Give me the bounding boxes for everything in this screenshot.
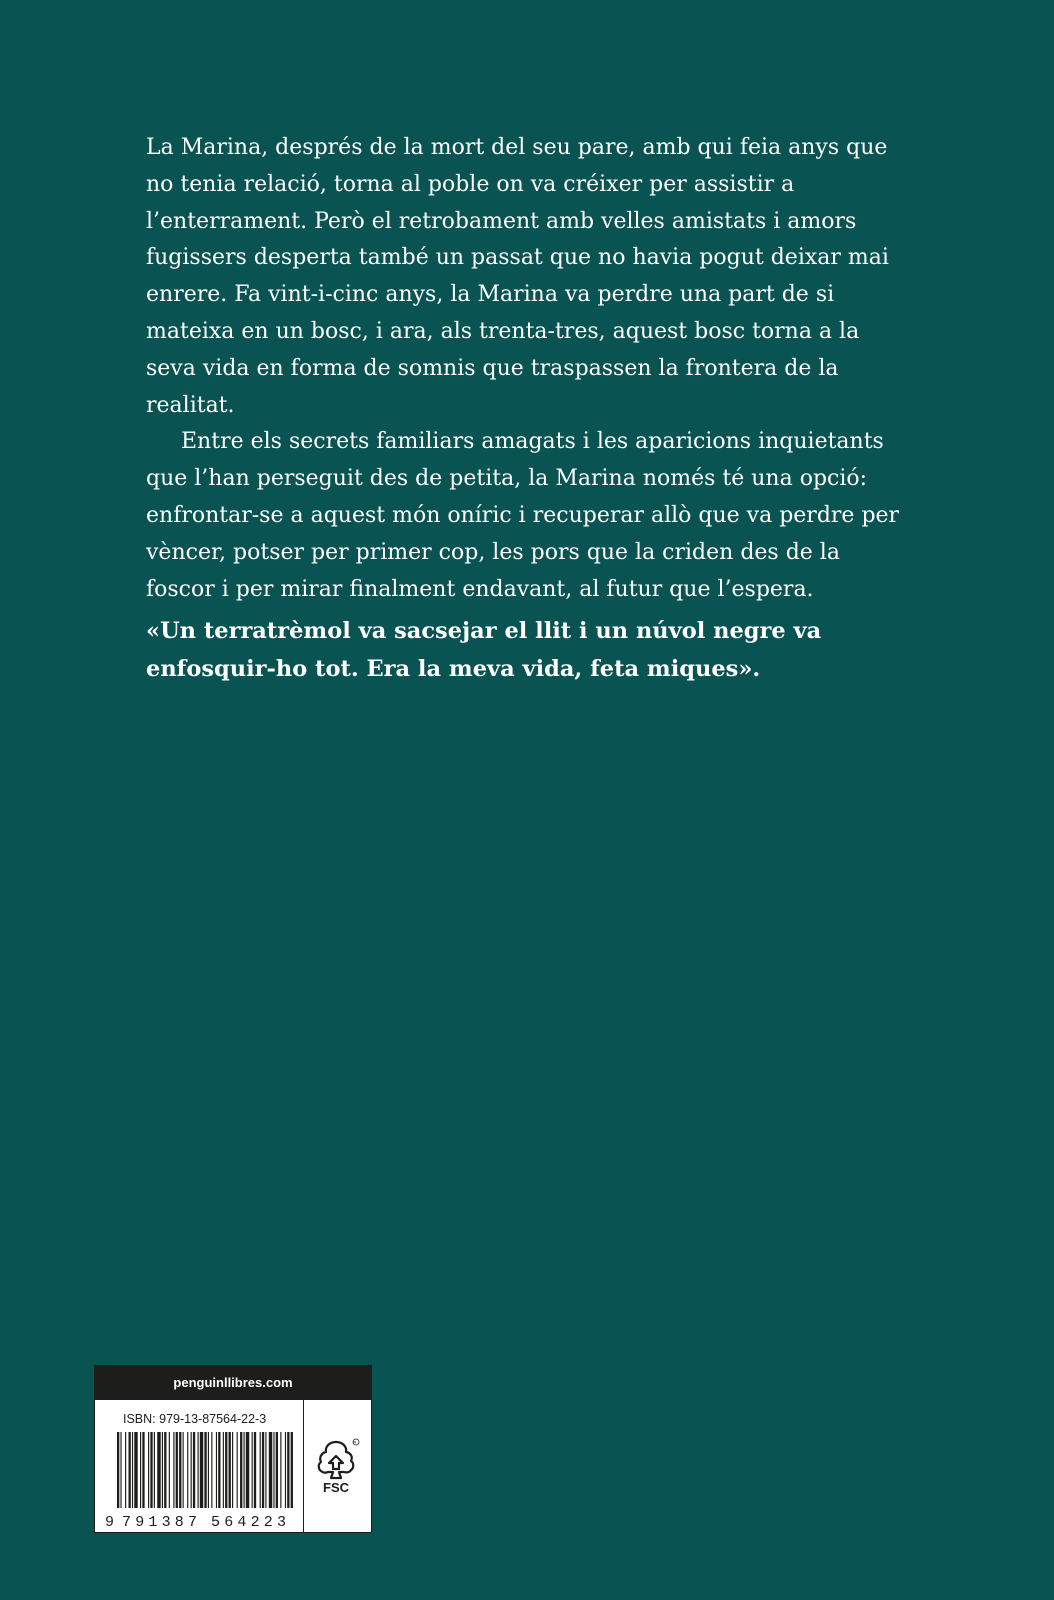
barcode-bar	[134, 1432, 137, 1508]
barcode-bar	[216, 1432, 217, 1508]
fsc-label: FSC	[323, 1480, 349, 1495]
synopsis-paragraph-1: La Marina, després de la mort del seu pare, amb qui feia anys que no tenia relació, torna al poble on va créixer per assistir a l’enterrament. Però el retrobament amb velles amistats i amors fugissers desperta també un passat que no havia pogut deixar mai enrere. Fa vint-i-cinc anys, la Marina va perdre una part de si mateixa en un bosc, i ara, als trenta-tres, aquest bosc torna a la seva vida en forma de somnis que traspassen la frontera de la realitat.	[146, 135, 889, 418]
barcode-bar	[142, 1432, 144, 1508]
fsc-tree-icon	[309, 1436, 363, 1496]
barcode-bar	[173, 1432, 174, 1508]
barcode-bar	[193, 1432, 195, 1508]
barcode-bar	[291, 1432, 293, 1508]
barcode-bar	[218, 1432, 220, 1508]
barcode-bar	[246, 1432, 249, 1508]
barcode-bar	[280, 1432, 281, 1508]
barcode-bar	[164, 1432, 166, 1508]
barcode-bar	[140, 1432, 141, 1508]
barcode-left-digits: 791387	[122, 1514, 202, 1528]
barcode-bar	[285, 1432, 286, 1508]
barcode-bar	[287, 1432, 289, 1508]
barcode-bar	[223, 1432, 224, 1508]
publisher-website: penguinllibres.com	[95, 1366, 371, 1400]
barcode-bar	[157, 1432, 160, 1508]
barcode-bar	[117, 1432, 119, 1508]
barcode-panel	[94, 1365, 372, 1533]
barcode-bar	[244, 1432, 245, 1508]
barcode-bar	[225, 1432, 227, 1508]
barcode-bar	[169, 1432, 170, 1508]
barcode-bar	[254, 1432, 256, 1508]
barcode-bar	[162, 1432, 163, 1508]
barcode-area	[95, 1400, 303, 1533]
barcode-bar	[240, 1432, 242, 1508]
barcode-bar	[132, 1432, 133, 1508]
panel-divider	[303, 1400, 304, 1533]
synopsis-paragraph-2: Entre els secrets familiars amagats i les aparicions inquietants que l’han perseguit des de petita, la Marina només té una opció: enfrontar-se a aquest món oníric i recuperar allò que va perdre per vèncer, potser per primer cop, les pors que la criden des de la foscor i per mirar finalment endavant, al futur que l’espera.	[146, 429, 900, 602]
svg-text:R: R	[353, 1439, 357, 1445]
barcode-bar	[154, 1432, 155, 1508]
barcode-right-digits: 564223	[211, 1514, 291, 1528]
barcode-bar	[265, 1432, 266, 1508]
barcode-bar	[200, 1432, 203, 1508]
barcode-bar	[120, 1432, 121, 1508]
synopsis	[146, 130, 906, 608]
barcode-icon	[105, 1430, 299, 1528]
barcode-bar	[176, 1432, 178, 1508]
barcode-bar	[208, 1432, 209, 1508]
barcode-bar	[204, 1432, 206, 1508]
pull-quote: «Un terratrèmol va sacsejar el llit i un núvol negre va enfosquir-ho tot. Era la meva vida, feta miques».	[146, 618, 822, 682]
barcode-bar	[252, 1432, 253, 1508]
barcode-bar	[129, 1432, 131, 1508]
barcode-bar	[273, 1432, 274, 1508]
barcode-bar	[191, 1432, 192, 1508]
barcode-bar	[262, 1432, 264, 1508]
barcode-bar	[148, 1432, 149, 1508]
barcode-bar	[237, 1432, 238, 1508]
barcode-bar	[198, 1432, 199, 1508]
barcode-bar	[211, 1432, 212, 1508]
barcode-bar	[276, 1432, 278, 1508]
barcode-bar	[125, 1432, 126, 1508]
barcode-bar	[150, 1432, 152, 1508]
barcode-first-digit: 9	[105, 1514, 115, 1528]
barcode-bar	[183, 1432, 184, 1508]
barcode-bar	[187, 1432, 188, 1508]
barcode-bar	[269, 1432, 272, 1508]
barcode-bar	[260, 1432, 261, 1508]
barcode-bar	[229, 1432, 231, 1508]
barcode-bar	[179, 1432, 181, 1508]
barcode-bar	[232, 1432, 233, 1508]
isbn-label: ISBN: 979-13-87564-22-3	[123, 1412, 267, 1426]
